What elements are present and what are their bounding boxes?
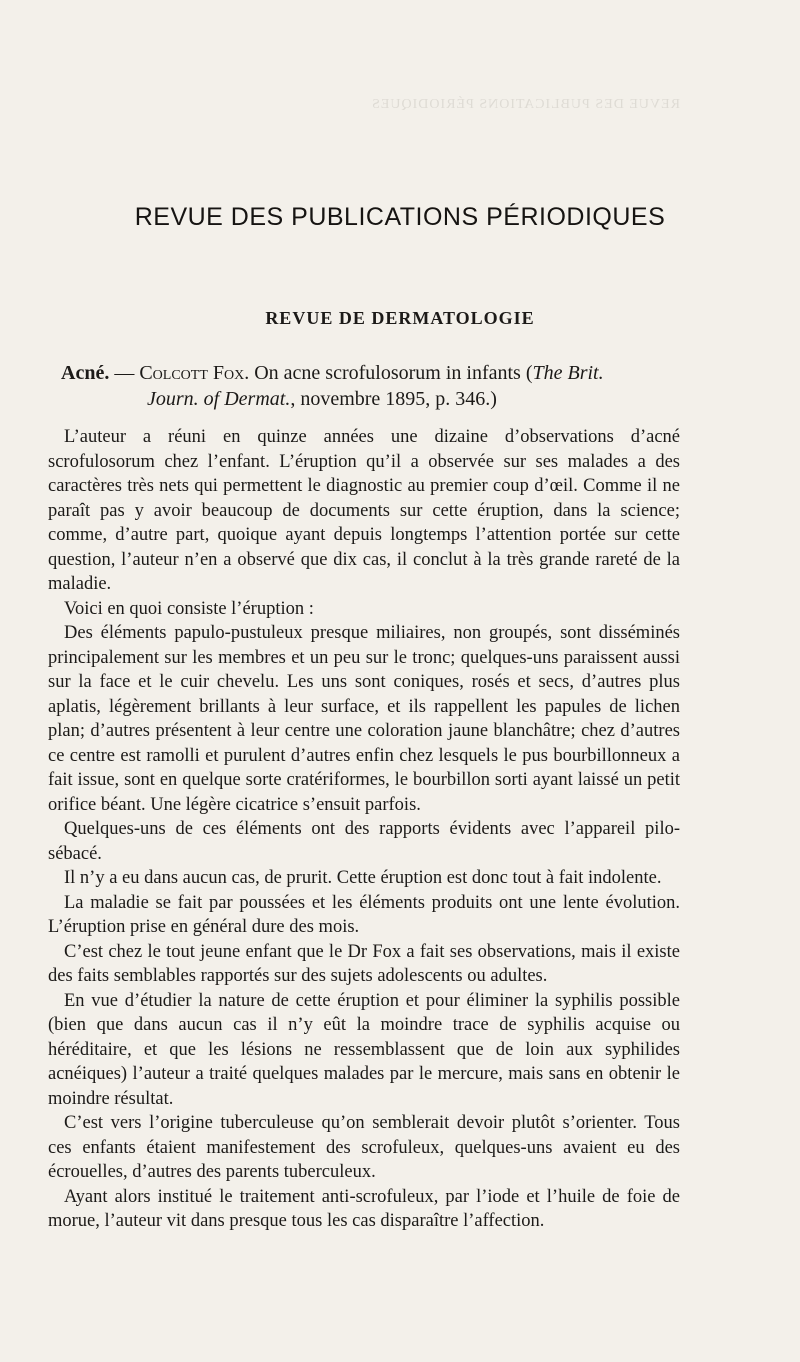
- entry-journal-part1: The Brit.: [532, 362, 604, 384]
- paragraph: Voici en quoi consiste l’éruption :: [64, 598, 314, 619]
- entry-dash: —: [109, 362, 140, 384]
- entry-label: Acné.: [61, 362, 110, 384]
- paragraph: C’est vers l’origine tuberculeuse qu’on semblerait devoir plutôt s’orienter. Tous ces enfants étaient manifestement des scrofuleux, quelques-uns avaient eu des écrouelles, d’autres des parents tuberculeux.: [48, 1113, 680, 1182]
- page-title: REVUE DES PUBLICATIONS PÉRIODIQUES: [134, 203, 666, 231]
- section-title: REVUE DE DERMATOLOGIE: [265, 308, 535, 328]
- entry-author: Colcott Fox: [139, 362, 245, 384]
- paragraph: Il n’y a eu dans aucun cas, de prurit. Cette éruption est donc tout à fait indolente.: [64, 868, 662, 888]
- paragraph: C’est chez le tout jeune enfant que le Dr Fox a fait ses observations, mais il existe des faits semblables rapportés sur des sujets adolescents ou adultes.: [48, 941, 680, 986]
- entry-journal-part2: Journ. of Dermat.: [147, 388, 291, 410]
- paragraph: L’auteur a réuni en quinze années une dizaine d’observations d’acné scrofulosorum chez l’enfant. L’éruption qu’il a observée sur ses malades a des caractères très nets qui permettent le diagnostic au premier coup d’œil. Comme il ne paraît pas y avoir beaucoup de documents sur cette éruption, dans la science; comme, d’autre part, quoique ayant depuis longtemps l’attention portée sur cette question, l’auteur n’en a observé que dix cas, il conclut à la très grande rareté de la maladie.: [48, 427, 680, 594]
- paragraph: Des éléments papulo-pustuleux presque miliaires, non groupés, sont disséminés principalement sur les membres et un peu sur le tronc; quelques-uns paraissent aussi sur la face et le cuir chevelu. Les uns sont coniques, rosés et secs, d’autres plus aplatis, légèrement brillants à leur surface, et ils rappellent les papules de lichen plan; d’autres présentent à leur centre une coloration jaune blanchâtre; chez d’autres ce centre est ramolli et purulent d’autres enfin chez lesquels le pus bourbillonneux a fait issue, sont en quelque sorte cratériformes, le bourbillon sorti ayant laissé un petit orifice béant. Une légère cicatrice s’ensuit parfois.: [48, 623, 680, 815]
- entry-title: . On acne scrofulosorum in infants (: [244, 362, 533, 384]
- paragraph: La maladie se fait par poussées et les éléments produits ont une lente évolution. L’éruption prise en général dure des mois.: [48, 892, 680, 937]
- article-entry: [61, 360, 681, 412]
- paragraph: Quelques-uns de ces éléments ont des rapports évidents avec l’appareil pilo-sébacé.: [48, 819, 680, 864]
- entry-heading-line1: [61, 360, 681, 386]
- article-body: [48, 425, 680, 1234]
- bleed-through-text: REVUE DES PUBLICATIONS PÉRIODIQUES: [371, 97, 680, 112]
- paragraph: En vue d’étudier la nature de cette éruption et pour éliminer la syphilis possible (bien que dans aucun cas il n’y eût la moindre trace de syphilis acquise ou héréditaire, et que les lésions ne ressemblassent que de loin aux syphilides acnéiques) l’auteur a traité quelques malades par le mercure, mais sans en obtenir le moindre résultat.: [48, 990, 680, 1109]
- entry-heading-line2: [61, 386, 681, 412]
- entry-citation: , novembre 1895, p. 346.): [290, 388, 497, 410]
- paragraph: Ayant alors institué le traitement anti-scrofuleux, par l’iode et l’huile de foie de morue, l’auteur vit dans presque tous les cas disparaître l’affection.: [48, 1186, 680, 1231]
